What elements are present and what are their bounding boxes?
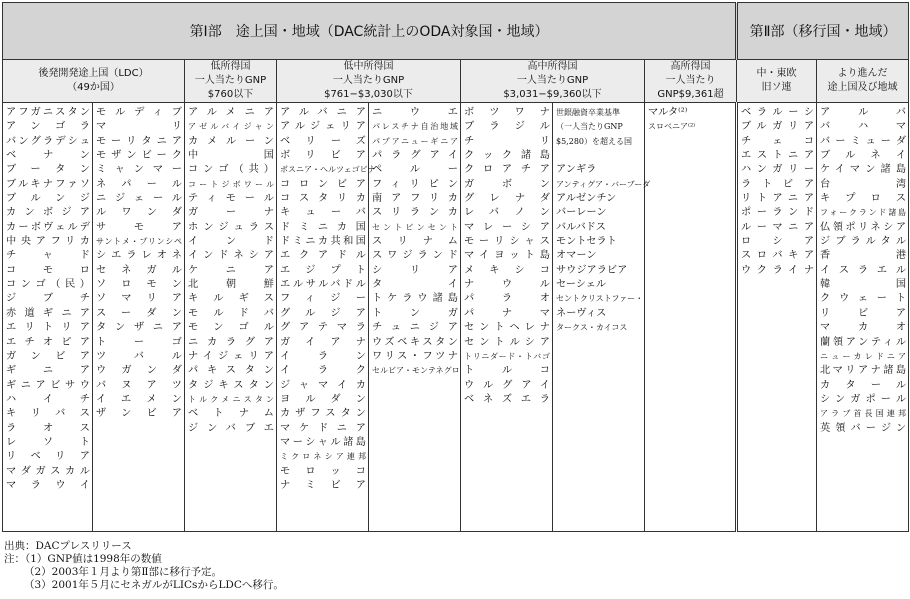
country-item: タークス・カイコス <box>556 323 628 333</box>
country-item: 仏領ポリネシア <box>820 221 907 233</box>
country-item: セントクリストファー・ <box>556 294 644 304</box>
country-item: モントセラト <box>556 236 617 248</box>
country-item: ソマリア <box>96 293 182 305</box>
country-item: バヌアツ <box>96 379 182 391</box>
country-item: ニューカレドニア <box>820 351 907 361</box>
country-item: 蘭領アンティル <box>820 336 907 348</box>
country-item: パプアニューギニア <box>372 136 458 146</box>
country-item: ロシア <box>741 236 815 248</box>
country-item: パレスチナ自治地域 <box>372 122 458 132</box>
country-item: 南アフリカ <box>372 193 458 205</box>
country-item: カザフスタン <box>280 408 366 420</box>
country-item: ウクライナ <box>741 264 815 276</box>
country-item: ブルネイ <box>820 150 907 162</box>
country-item: 赤道ギニア <box>6 307 90 319</box>
country-item: シエラレオネ <box>96 250 182 262</box>
country-item: ジンバブエ <box>188 422 274 434</box>
country-item: ナミビア <box>280 479 366 491</box>
country-item: モルドバ <box>188 307 274 319</box>
country-item: セントルシア <box>464 336 550 348</box>
country-item <box>556 149 642 163</box>
country-item: キリバス <box>6 408 90 420</box>
country-item: ワリス・フツナ <box>372 350 458 362</box>
country-item: アルバニア <box>280 107 366 118</box>
upper-middle-list-col1 <box>461 103 553 532</box>
country-item: アフガニスタン <box>6 107 90 118</box>
country-item: ブルガリア <box>741 121 815 133</box>
country-item: タジキスタン <box>188 379 274 391</box>
country-item: フィジー <box>280 293 366 305</box>
country-item: チリ <box>464 135 550 147</box>
country-item: ザンビア <box>96 408 182 420</box>
country-item: カメルーン <box>188 135 274 147</box>
upper-middle-list-col2 <box>553 103 651 532</box>
country-item: バーミューダ <box>820 135 907 147</box>
country-item: メキシコ <box>464 264 550 276</box>
high-income-header: 高所得国 一人当たり GNP$9,361超 <box>645 60 737 103</box>
source-note: 出典：DACプレスリリース <box>4 540 132 552</box>
country-item: アンティグア・バーブーダ <box>556 179 651 189</box>
oda-country-table <box>2 2 909 532</box>
country-item: ルーマニア <box>741 221 815 233</box>
country-item: フォークランド諸島 <box>820 208 907 218</box>
country-item: ミャンマー <box>96 164 182 176</box>
country-item: ケニア <box>188 264 274 276</box>
country-item: ギニア <box>6 365 90 377</box>
country-item: コロンビア <box>280 178 366 190</box>
part2-header: 第Ⅱ部（移行国・地域） <box>737 3 909 60</box>
country-item: アルメニア <box>188 107 274 118</box>
country-item: トルコ <box>464 365 550 377</box>
low-income-list <box>185 103 277 532</box>
country-item: エストニア <box>741 150 815 162</box>
country-item: 北マリアナ諸島 <box>820 365 907 377</box>
lower-middle-list-col1 <box>277 103 376 532</box>
country-item: インド <box>188 236 274 248</box>
country-item: タンザニア <box>96 322 182 334</box>
ldc-list-col2 <box>93 103 185 532</box>
country-item: コートジボワール <box>188 179 274 189</box>
country-item: モザンビーク <box>96 150 182 162</box>
country-item: ヨルダン <box>280 393 366 405</box>
country-item: ウルグアイ <box>464 379 550 391</box>
upper-middle-income-header: 高中所得国 一人当たりGNP $3,031−$9,360以下 <box>461 60 645 103</box>
country-item: スリランカ <box>372 207 458 219</box>
note-2: （2）2003年１月より第Ⅱ部に移行予定。 <box>24 566 223 578</box>
country-item: スリナム <box>372 236 458 248</box>
country-item: チェコ <box>741 135 815 147</box>
country-item: パナマ <box>464 307 550 319</box>
country-item: グルジア <box>280 307 366 319</box>
country-item: マルタ⁽²⁾ <box>648 107 688 118</box>
country-item: セネガル <box>96 264 182 276</box>
country-item: サモア <box>96 221 182 233</box>
country-item: 中国 <box>188 150 274 162</box>
country-item: パキスタン <box>188 365 274 377</box>
country-item: キルギス <box>188 293 274 305</box>
country-item: アルバ <box>820 107 907 118</box>
country-item: モーリタニア <box>96 135 182 147</box>
country-item: ブータン <box>6 164 90 176</box>
country-item: ガボン <box>464 178 550 190</box>
country-item: ハンガリー <box>741 164 815 176</box>
country-item: イラン <box>280 350 366 362</box>
country-item: カーボヴェルデ <box>6 221 90 233</box>
country-item: ジャマイカ <box>280 379 366 391</box>
country-item: ガーナ <box>188 207 274 219</box>
country-item: $5,280）を超える国 <box>556 136 632 146</box>
country-item: バーレーン <box>556 207 607 219</box>
country-item: モロッコ <box>280 465 366 477</box>
country-item: ホンジュラス <box>188 221 274 233</box>
country-item: ネパール <box>96 178 182 190</box>
country-item: セルビア・モンテネグロ <box>372 366 460 376</box>
country-item: ラトビア <box>741 178 815 190</box>
note-3: （3）2001年５月にセネガルがLICsからLDCへ移行。 <box>24 579 284 591</box>
country-item: アンギラ <box>556 164 597 176</box>
country-item: クック諸島 <box>464 150 550 162</box>
ldc-list-col1 <box>3 103 93 532</box>
country-item: インドネシア <box>188 250 274 262</box>
country-item: クウェート <box>820 293 907 305</box>
country-item: マカオ <box>820 322 907 334</box>
low-income-header: 低所得国 一人当たりGNP $760以下 <box>185 60 277 103</box>
country-item: ニジェール <box>96 193 182 205</box>
country-item: ガイアナ <box>280 336 366 348</box>
country-item: キューバ <box>280 207 366 219</box>
country-item: ジブチ <box>6 293 90 305</box>
country-item: スロベニア⁽²⁾ <box>648 122 696 132</box>
country-item: ニカラグア <box>188 336 274 348</box>
country-item: コンゴ（共） <box>188 164 274 176</box>
country-item: マラウイ <box>6 479 90 491</box>
country-item: イラク <box>280 365 366 377</box>
country-item: シンガポール <box>820 393 907 405</box>
country-item: チャド <box>6 250 90 262</box>
country-item: ツバル <box>96 350 182 362</box>
advanced-header: より進んだ 途上国及び地域 <box>817 60 909 103</box>
country-item: ミクロネシア連邦 <box>280 452 366 462</box>
country-item: （一人当たりGNP <box>556 122 623 132</box>
country-item: 香港 <box>820 250 907 262</box>
country-item: ティモール <box>188 193 274 205</box>
country-item: カンボジア <box>6 207 90 219</box>
footnotes <box>4 540 284 592</box>
country-item: リトアニア <box>741 193 815 205</box>
country-item: クロアチア <box>464 164 550 176</box>
country-item: モンゴル <box>188 322 274 334</box>
country-item: バルバドス <box>556 221 606 233</box>
country-item: エチオピア <box>6 336 90 348</box>
country-item: バハマ <box>820 121 907 133</box>
country-item: アゼルバイジャン <box>188 122 274 132</box>
country-item: マイヨット島 <box>464 250 550 262</box>
country-item: トケラウ諸島 <box>372 293 458 305</box>
country-item: フィリピン <box>372 178 458 190</box>
country-item: カタール <box>820 379 907 391</box>
country-item: トリニダード・トバゴ <box>464 351 550 361</box>
ceee-header: 中・東欧 旧ソ連 <box>737 60 817 103</box>
lower-middle-income-header: 低中所得国 一人当たりGNP $761−$3,030以下 <box>277 60 461 103</box>
country-item: タイ <box>372 279 458 291</box>
country-item: リビア <box>820 307 907 319</box>
country-item: 台湾 <box>820 178 907 190</box>
country-item: グアテマラ <box>280 322 366 334</box>
country-item: ネーヴィス <box>556 307 607 319</box>
country-item: ガンビア <box>6 350 90 362</box>
country-item: サウジアラビア <box>556 264 628 276</box>
country-item: アルゼンチン <box>556 193 617 205</box>
high-income-list <box>645 103 737 532</box>
country-item: ブルンジ <box>6 193 90 205</box>
country-item: パラオ <box>464 293 550 305</box>
country-item: レソト <box>6 436 90 448</box>
country-item: エルサルバドル <box>280 279 366 291</box>
country-item: ギニアビサウ <box>6 379 90 391</box>
country-item: シリア <box>372 264 458 276</box>
country-item: チュニジア <box>372 322 458 334</box>
country-item: マレーシア <box>464 221 550 233</box>
country-item: コスタリカ <box>280 193 366 205</box>
country-item: エジプト <box>280 264 366 276</box>
country-item: ラオス <box>6 422 90 434</box>
country-item: 北朝鮮 <box>188 279 274 291</box>
country-item: ボリビア <box>280 150 366 162</box>
country-item: レバノン <box>464 207 550 219</box>
country-item: ジブラルタル <box>820 236 907 248</box>
country-item: コモロ <box>6 264 90 276</box>
ceee-list <box>737 103 817 532</box>
lower-middle-list-col2 <box>369 103 461 532</box>
country-item: ニウエ <box>372 107 458 118</box>
country-item: セーシェル <box>556 279 607 291</box>
country-item: イエメン <box>96 393 182 405</box>
country-item: ハイチ <box>6 393 90 405</box>
country-item: ドミニカ共和国 <box>280 236 366 248</box>
country-item: アラブ首長国連邦 <box>820 409 907 419</box>
country-item: ベトナム <box>188 408 274 420</box>
part1-header: 第Ⅰ部 途上国・地域（DAC統計上のODA対象国・地域） <box>3 3 737 60</box>
country-item: 英領バージン <box>820 422 907 434</box>
country-item: セントビンセント <box>372 222 458 232</box>
country-item: スワジランド <box>372 250 458 262</box>
country-item: ナウル <box>464 279 550 291</box>
country-item: ウズベキスタン <box>372 336 458 348</box>
country-item: トンガ <box>372 307 458 319</box>
country-item: マリ <box>96 121 182 133</box>
country-item: ドミニカ国 <box>280 221 366 233</box>
country-item: トーゴ <box>96 336 182 348</box>
country-item: ソロモン <box>96 279 182 291</box>
country-item: ボツワナ <box>464 107 550 118</box>
country-item: ベナン <box>6 150 90 162</box>
country-item: エリトリア <box>6 322 90 334</box>
country-item: ベラルーシ <box>741 107 815 118</box>
country-item: オマーン <box>556 250 597 262</box>
country-item: イスラエル <box>820 264 907 276</box>
country-item: 中央アフリカ <box>6 236 90 248</box>
country-item: モルディブ <box>96 107 182 118</box>
country-item: サントメ・プリンシペ <box>96 237 182 247</box>
country-item: ペルー <box>372 164 458 176</box>
country-item: キプロス <box>820 193 907 205</box>
country-item: ポーランド <box>741 207 815 219</box>
country-item: グレナダ <box>464 193 550 205</box>
country-item: 世銀融資卒業基準 <box>556 108 620 117</box>
country-item: スーダン <box>96 307 182 319</box>
country-item: 韓国 <box>820 279 907 291</box>
country-item: コンゴ（民） <box>6 279 90 291</box>
country-item: マダガスカル <box>6 465 90 477</box>
country-item: パラグアイ <box>372 150 458 162</box>
note-1: 注：（1）GNP値は1998年の数値 <box>4 553 162 565</box>
country-item: マケドニア <box>280 422 366 434</box>
country-item: リベリア <box>6 451 90 463</box>
country-item: ベネズエラ <box>464 393 550 405</box>
country-item: モーリシャス <box>464 236 550 248</box>
country-item: ベリーズ <box>280 135 366 147</box>
ldc-header: 後発開発途上国（LDC） （49か国） <box>3 60 185 103</box>
country-item: セントヘレナ <box>464 322 550 334</box>
country-item: アルジェリア <box>280 121 366 133</box>
country-item: ルワンダ <box>96 207 182 219</box>
advanced-list <box>817 103 909 532</box>
country-item: ウガンダ <box>96 365 182 377</box>
country-item: ブラジル <box>464 121 550 133</box>
country-item: エクアドル <box>280 250 366 262</box>
country-item: ケイマン諸島 <box>820 164 907 176</box>
country-item: ナイジェリア <box>188 350 274 362</box>
country-item: バングラデシュ <box>6 135 90 147</box>
country-item: スロバキア <box>741 250 815 262</box>
country-item: マーシャル諸島 <box>280 436 366 448</box>
country-item: トルクメニスタン <box>188 394 274 404</box>
country-item: ブルキナファソ <box>6 178 90 190</box>
country-item: ボスニア・ヘルツェゴビナ <box>280 165 376 175</box>
country-item: アンゴラ <box>6 121 90 133</box>
